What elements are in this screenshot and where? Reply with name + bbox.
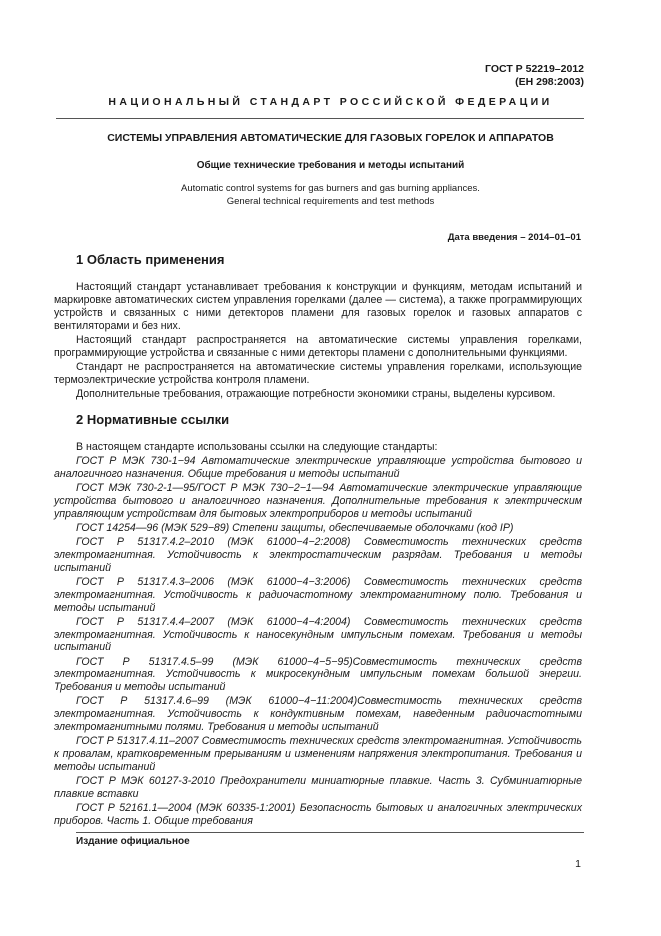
- national-standard-title: НАЦИОНАЛЬНЫЙ СТАНДАРТ РОССИЙСКОЙ ФЕДЕРАЦИИ: [108, 96, 553, 108]
- section-heading: 2 Нормативные ссылки: [76, 411, 230, 427]
- reference-item: ГОСТ Р 51317.4.5–99 (МЭК 61000−4−5−95)Совместимость технических средств электромагнитная. Устойчивость к микросекундным импульсным помехам большой энергии. Требования и методы испытаний: [54, 655, 582, 694]
- standard-number: ГОСТ Р 52219–2012: [485, 63, 584, 75]
- paragraph: Настоящий стандарт распространяется на автоматические системы управления горелками, программирующие устройства и связанные с ними детекторы пламени с дополнительными функциями.: [54, 333, 582, 359]
- reference-item: ГОСТ Р 51317.4.11–2007 Совместимость технических средств электромагнитная. Устойчивость к провалам, кратковременным прерываниям и изменениям напряжения электропитания. Требования и методы испытаний: [54, 735, 582, 774]
- reference-item: ГОСТ МЭК 730-2-1—95/ГОСТ Р МЭК 730−2−1—94 Автоматические электрические управляющие устройства бытового и аналогичного назначения. Дополнительные требования к электрическим управляющим устройствам для бытовых электроприборов и методы испытаний: [54, 481, 582, 520]
- section-heading: 1 Область применения: [76, 252, 225, 267]
- english-title-line: Automatic control systems for gas burners and gas burning appliances.: [181, 183, 480, 194]
- header-divider: [56, 118, 584, 119]
- reference-item: ГОСТ Р МЭК 730-1−94 Автоматические электрические управляющие устройства бытового и аналогичного назначения. Общие требования и методы испытаний: [54, 454, 582, 480]
- reference-item: ГОСТ Р 52161.1—2004 (МЭК 60335-1:2001) Безопасность бытовых и аналогичных электрических приборов. Часть 1. Общие требования: [54, 802, 582, 828]
- standard-designation: [485, 63, 584, 89]
- footer-divider: [76, 832, 584, 833]
- official-edition-label: Издание официальное: [76, 836, 190, 847]
- reference-item: ГОСТ Р 51317.4.4–2007 (МЭК 61000−4−4:2004) Совместимость технических средств электромагнитная. Устойчивость к наносекундным импульсным помехам. Требования и методы испытаний: [54, 615, 582, 654]
- paragraph: Стандарт не распространяется на автоматические системы управления горелками, использующие термоэлектрические устройства контроля пламени.: [54, 360, 582, 386]
- paragraph: Дополнительные требования, отражающие потребности экономики страны, выделены курсивом.: [76, 387, 556, 400]
- english-title-line: General technical requirements and test methods: [226, 196, 435, 207]
- reference-item: ГОСТ Р 51317.4.3–2006 (МЭК 61000−4−3:2006) Совместимость технических средств электромагнитная. Устойчивость к радиочастотному электромагнитному полю. Требования и методы испытаний: [54, 575, 582, 614]
- paragraph: В настоящем стандарте использованы ссылки на следующие стандарты:: [76, 440, 438, 453]
- reference-item: ГОСТ Р 51317.4.6–99 (МЭК 61000−4−11:2004)Совместимость технических средств электромагнитная. Устойчивость к кондуктивным помехам, наведенным радиочастотными электромагнитными полями. Требования и методы испытаний: [54, 695, 582, 734]
- english-title: [0, 182, 661, 208]
- reference-item: ГОСТ Р 51317.4.2–2010 (МЭК 61000−4−2:2008) Совместимость технических средств электромагнитная. Устойчивость к электростатическим разрядам. Требования и методы испытаний: [54, 535, 582, 574]
- reference-item: ГОСТ Р МЭК 60127-3-2010 Предохранители миниатюрные плавкие. Часть 3. Субминиатюрные плавкие вставки: [54, 775, 582, 801]
- document-title: СИСТЕМЫ УПРАВЛЕНИЯ АВТОМАТИЧЕСКИЕ ДЛЯ ГАЗОВЫХ ГОРЕЛОК И АППАРАТОВ: [107, 132, 554, 144]
- introduction-date: Дата введения – 2014–01–01: [447, 232, 581, 243]
- standard-equivalent: (EH 298:2003): [515, 76, 584, 88]
- reference-item: ГОСТ 14254—96 (МЭК 529−89) Степени защиты, обеспечиваемые оболочками (код IP): [76, 521, 514, 534]
- document-subtitle: Общие технические требования и методы испытаний: [196, 160, 465, 171]
- page-number: 1: [575, 858, 581, 870]
- paragraph: Настоящий стандарт устанавливает требования к конструкции и функциям, методам испытаний и маркировке автоматических систем управления горелками (далее — система), а также программирующих устройств и связанных с ними детекторов пламени для газовых горелок и газовых аппаратов с вентиляторами и без них.: [54, 281, 582, 332]
- document-body: [54, 252, 582, 828]
